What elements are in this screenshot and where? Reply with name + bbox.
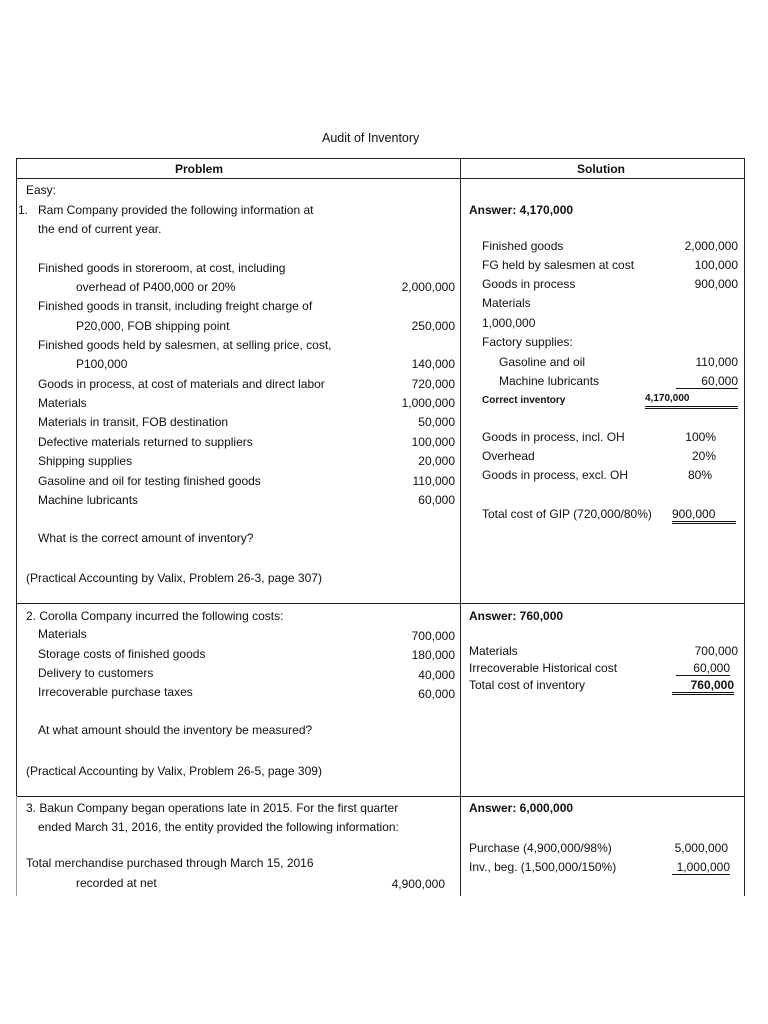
solution1-total-label: Total cost of GIP (720,000/80%) <box>482 507 652 521</box>
problem1-item-value: 20,000 <box>418 454 455 468</box>
problem1-item-label: Finished goods held by salesmen, at selling price, cost, <box>38 338 332 352</box>
problem-header: Problem <box>175 162 224 176</box>
problem1-item-value: 50,000 <box>418 415 455 429</box>
problem2-item-value: 180,000 <box>411 648 455 662</box>
problem2-intro: 2. Corolla Company incurred the following costs: <box>26 609 284 623</box>
problem1-item-value: 2,000,000 <box>401 280 455 294</box>
problem1-item-value: 720,000 <box>411 377 455 391</box>
problem2-item-label: Materials <box>38 627 87 641</box>
problem1-item-label: Materials in transit, FOB destination <box>38 415 229 429</box>
solution1-gip-value: 80% <box>687 468 712 482</box>
problem1-item-value: 250,000 <box>411 319 455 333</box>
solution1-lubricant-value: 60,000 <box>676 374 738 389</box>
problem2-item-label: Storage costs of finished goods <box>38 647 206 661</box>
problem1-item-label: P100,000 <box>76 357 128 371</box>
problem1-item-label: Finished goods in storeroom, at cost, including <box>38 261 286 275</box>
solution3-item-value: 5,000,000 <box>674 841 728 855</box>
solution2-item-label: Irrecoverable Historical cost <box>469 661 618 675</box>
row1-bottom-border <box>16 603 745 604</box>
table-left-border <box>16 158 17 798</box>
solution1-item-value: 900,000 <box>694 277 738 291</box>
solution2-total-label: Total cost of inventory <box>469 678 586 692</box>
problem2-item-label: Irrecoverable purchase taxes <box>38 685 193 699</box>
solution1-answer: Answer: 4,170,000 <box>469 203 574 217</box>
problem1-item-label: P20,000, FOB shipping point <box>76 319 230 333</box>
solution2-total-value: 760,000 <box>672 678 734 695</box>
solution1-gip-label: Overhead <box>482 449 535 463</box>
table-top-border <box>16 158 745 159</box>
solution1-item-label: 1,000,000 <box>482 316 536 330</box>
problem1-item-label: Machine lubricants <box>38 493 139 507</box>
problem2-item-label: Delivery to customers <box>38 666 154 680</box>
problem1-item-value: 100,000 <box>411 435 455 449</box>
row2-bottom-border <box>16 796 745 797</box>
problem1-number: 1. <box>18 203 29 217</box>
solution3-item-label: Purchase (4,900,000/98%) <box>469 841 612 855</box>
problem1-source: (Practical Accounting by Valix, Problem 26-3, page 307) <box>26 571 322 585</box>
solution3-answer: Answer: 6,000,000 <box>469 801 574 815</box>
solution1-item-value: 100,000 <box>694 258 738 272</box>
solution2-item-label: Materials <box>469 644 518 658</box>
solution2-item-value: 700,000 <box>694 644 738 658</box>
page-title: Audit of Inventory <box>322 131 420 145</box>
solution1-total-value: 900,000 <box>672 507 736 524</box>
problem1-item-label: Materials <box>38 396 87 410</box>
easy-label: Easy: <box>26 183 57 197</box>
problem1-intro: Ram Company provided the following information at <box>38 203 314 217</box>
solution3-item-value: 1,000,000 <box>672 860 730 875</box>
solution1-gip-label: Goods in process, excl. OH <box>482 468 629 482</box>
solution1-item-label: Finished goods <box>482 239 564 253</box>
header-bottom-border <box>16 178 745 179</box>
solution1-lubricant-label: Machine lubricants <box>499 374 600 388</box>
solution1-correct-label: Correct inventory <box>482 395 566 406</box>
problem2-item-value: 60,000 <box>418 687 455 701</box>
problem3-item-value: 4,900,000 <box>391 877 445 891</box>
solution2-answer: Answer: 760,000 <box>469 609 564 623</box>
problem2-item-value: 700,000 <box>411 629 455 643</box>
problem1-item-value: 140,000 <box>411 357 455 371</box>
problem1-item-value: 1,000,000 <box>401 396 455 410</box>
solution1-item-label: Goods in process <box>482 277 576 291</box>
problem1-intro: the end of current year. <box>38 222 162 236</box>
solution1-item-label: Factory supplies: <box>482 335 573 349</box>
solution-header: Solution <box>577 162 625 176</box>
problem1-item-label: Shipping supplies <box>38 454 133 468</box>
problem3-item-label: recorded at net <box>76 876 157 890</box>
solution1-gip-label: Goods in process, incl. OH <box>482 430 625 444</box>
row3-left-border <box>16 796 17 896</box>
problem1-item-label: Defective materials returned to suppliers <box>38 435 253 449</box>
solution1-gasoline-value: 110,000 <box>695 355 738 369</box>
solution1-item-label: Materials <box>482 296 531 310</box>
problem1-item-label: Finished goods in transit, including freight charge of <box>38 299 313 313</box>
problem1-item-label: Goods in process, at cost of materials and direct labor <box>38 377 325 391</box>
solution1-item-label: FG held by salesmen at cost <box>482 258 635 272</box>
problem1-item-value: 110,000 <box>412 474 455 488</box>
problem2-source: (Practical Accounting by Valix, Problem 26-5, page 309) <box>26 764 322 778</box>
solution1-gasoline-label: Gasoline and oil <box>499 355 586 369</box>
table-right-border <box>744 158 745 896</box>
problem1-question: What is the correct amount of inventory? <box>38 531 254 545</box>
solution1-item-value: 2,000,000 <box>684 239 738 253</box>
problem1-item-value: 60,000 <box>418 493 455 507</box>
problem2-item-value: 40,000 <box>418 668 455 682</box>
problem3-item-label: Total merchandise purchased through March 15, 2016 <box>26 856 314 870</box>
problem1-item-label: overhead of P400,000 or 20% <box>76 280 236 294</box>
problem2-question: At what amount should the inventory be measured? <box>38 723 313 737</box>
solution2-item-value: 60,000 <box>676 661 730 676</box>
solution1-gip-value: 100% <box>685 430 716 444</box>
solution1-correct-value: 4,170,000 <box>645 392 738 409</box>
problem1-item-label: Gasoline and oil for testing finished goods <box>38 474 261 488</box>
problem3-intro: 3. Bakun Company began operations late in 2015. For the first quarter <box>26 801 399 815</box>
solution1-gip-value: 20% <box>691 449 716 463</box>
solution3-item-label: Inv., beg. (1,500,000/150%) <box>469 860 617 874</box>
problem3-intro: ended March 31, 2016, the entity provided the following information: <box>38 820 399 834</box>
column-divider <box>460 158 461 896</box>
